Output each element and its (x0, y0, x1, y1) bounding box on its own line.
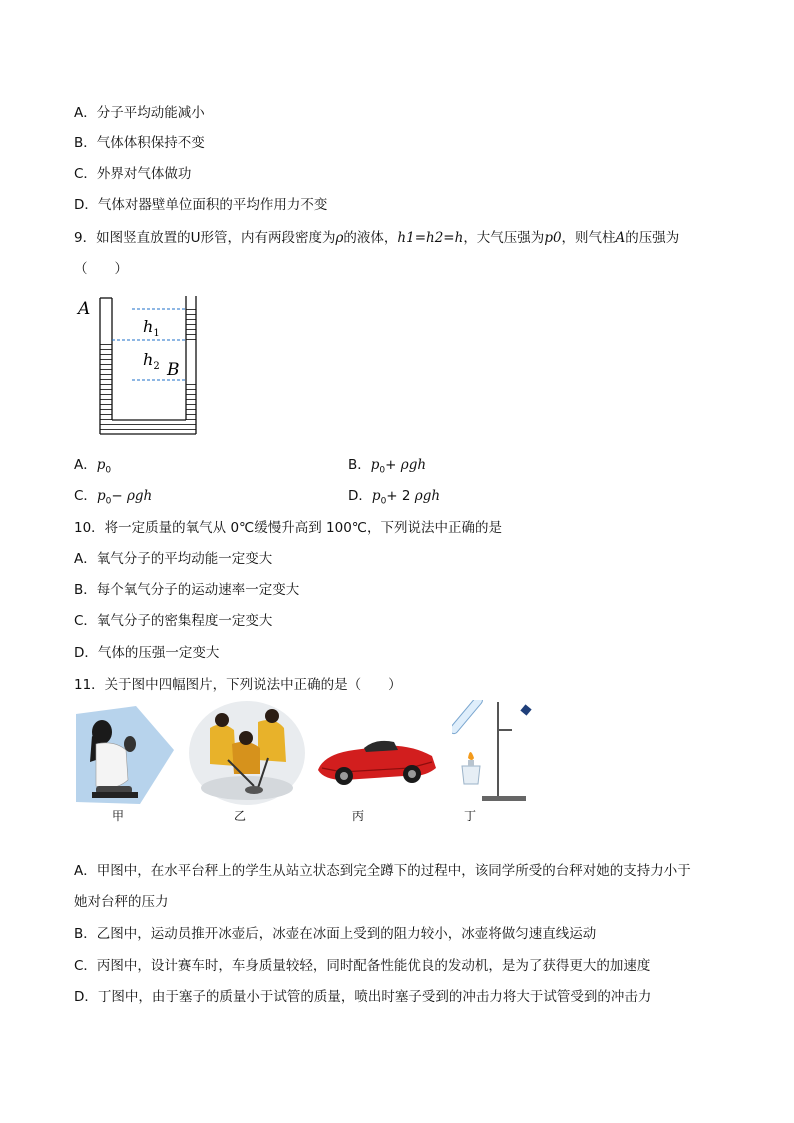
liquid-bottom (100, 420, 196, 432)
q11-option-a-line1: A．甲图中，在水平台秤上的学生从站立状态到完全蹲下的过程中，该同学所受的台秤对她的支持力小于 (74, 863, 691, 879)
q10-option-a: A．氧气分子的平均动能一定变大 (74, 551, 273, 567)
label-a: A (78, 299, 91, 319)
q10-stem: 10．将一定质量的氧气从 0℃缓慢升高到 100℃，下列说法中正确的是 (74, 520, 502, 536)
q10-option-b: B．每个氧气分子的运动速率一定变大 (74, 582, 300, 598)
liquid-right-upper (186, 306, 196, 340)
picture-jia-student-on-scale (74, 700, 182, 806)
picture-yi-curling (188, 700, 306, 806)
label-h2: $h_2$ (143, 350, 160, 372)
q10-option-c: C．氧气分子的密集程度一定变大 (74, 613, 273, 629)
q9-stem: 9．如图竖直放置的U形管，内有两段密度为ρ的液体，h1=h2=h，大气压强为p0，则气柱A的压强为 (74, 230, 680, 246)
q8-option-b: B．气体体积保持不变 (74, 135, 205, 151)
caption-bing: 丙 (352, 809, 365, 823)
label-h1: $h_1$ (143, 317, 160, 339)
caption-jia: 甲 (112, 809, 125, 823)
liquid-left-column (100, 340, 112, 424)
q11-option-c: C．丙图中，设计赛车时，车身质量较轻，同时配备性能优良的发动机，是为了获得更大的加速度 (74, 958, 651, 974)
q9-option-b: B．$p_0+ \rho gh$ (348, 457, 427, 476)
q9-paren: （ ） (74, 261, 128, 277)
q10-option-d: D．气体的压强一定变大 (74, 645, 220, 661)
q11-option-d: D．丁图中，由于塞子的质量小于试管的质量，喷出时塞子受到的冲击力将大于试管受到的冲击力 (74, 989, 652, 1005)
q8-option-d: D．气体对器壁单位面积的平均作用力不变 (74, 197, 328, 213)
q9-option-a: A．$p_0$ (74, 457, 112, 476)
q8-option-a: A．分子平均动能减小 (74, 105, 205, 121)
picture-ding-test-tube-burner (452, 700, 542, 806)
q9-option-c: C．$p_0- \rho gh$ (74, 488, 153, 507)
caption-yi: 乙 (234, 809, 247, 823)
label-b: B (167, 360, 180, 380)
q11-option-b: B．乙图中，运动员推开冰壶后，冰壶在冰面上受到的阻力较小，冰壶将做匀速直线运动 (74, 926, 597, 942)
q11-stem: 11．关于图中四幅图片，下列说法中正确的是（ ） (74, 677, 402, 693)
q9-option-d: D．$p_0+ 2$ ρgh (348, 488, 441, 507)
picture-bing-race-car (314, 726, 440, 792)
caption-ding: 丁 (464, 809, 477, 823)
q8-option-c: C．外界对气体做功 (74, 166, 192, 182)
u-tube-diagram (74, 292, 204, 440)
q11-option-a-line2: 她对台秤的压力 (74, 894, 169, 910)
liquid-right-lower (186, 380, 196, 424)
